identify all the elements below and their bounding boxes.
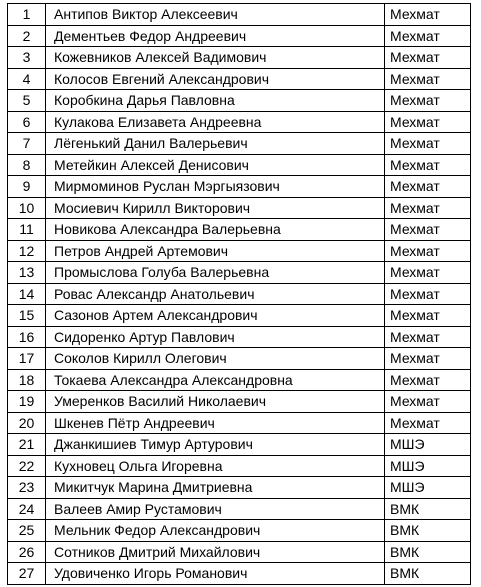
row-number: 25 xyxy=(8,520,46,542)
table-row xyxy=(8,68,471,90)
table-row xyxy=(8,90,471,112)
student-name: Удовиченко Игорь Романович xyxy=(46,563,385,585)
student-name: Дементьев Федор Андреевич xyxy=(46,25,385,47)
student-name: Кожевников Алексей Вадимович xyxy=(46,47,385,69)
row-number: 11 xyxy=(8,219,46,241)
table-row xyxy=(8,348,471,370)
faculty-name: Мехмат xyxy=(385,369,471,391)
student-name: Антипов Виктор Алексеевич xyxy=(46,4,385,26)
row-number: 3 xyxy=(8,47,46,69)
row-number: 24 xyxy=(8,498,46,520)
student-name: Шкенев Пётр Андреевич xyxy=(46,412,385,434)
row-number: 12 xyxy=(8,240,46,262)
table-row xyxy=(8,283,471,305)
table-row xyxy=(8,477,471,499)
faculty-name: Мехмат xyxy=(385,154,471,176)
faculty-name: Мехмат xyxy=(385,305,471,327)
student-name: Джанкишиев Тимур Артурович xyxy=(46,434,385,456)
row-number: 17 xyxy=(8,348,46,370)
students-table xyxy=(7,3,471,585)
student-name: Промыслова Голуба Валерьевна xyxy=(46,262,385,284)
row-number: 9 xyxy=(8,176,46,198)
table-row xyxy=(8,111,471,133)
faculty-name: ВМК xyxy=(385,541,471,563)
table-row xyxy=(8,262,471,284)
row-number: 4 xyxy=(8,68,46,90)
row-number: 27 xyxy=(8,563,46,585)
row-number: 2 xyxy=(8,25,46,47)
student-name: Мельник Федор Александрович xyxy=(46,520,385,542)
row-number: 19 xyxy=(8,391,46,413)
table-row xyxy=(8,219,471,241)
row-number: 1 xyxy=(8,4,46,26)
faculty-name: ВМК xyxy=(385,563,471,585)
table-row xyxy=(8,455,471,477)
row-number: 18 xyxy=(8,369,46,391)
row-number: 20 xyxy=(8,412,46,434)
faculty-name: Мехмат xyxy=(385,391,471,413)
student-name: Сазонов Артем Александрович xyxy=(46,305,385,327)
table-row xyxy=(8,25,471,47)
student-name: Ровас Александр Анатольевич xyxy=(46,283,385,305)
table-row xyxy=(8,541,471,563)
faculty-name: Мехмат xyxy=(385,111,471,133)
table-row xyxy=(8,563,471,585)
student-name: Микитчук Марина Дмитриевна xyxy=(46,477,385,499)
table-row xyxy=(8,326,471,348)
row-number: 22 xyxy=(8,455,46,477)
faculty-name: Мехмат xyxy=(385,176,471,198)
student-name: Мирмоминов Руслан Мэргыязович xyxy=(46,176,385,198)
table-row xyxy=(8,520,471,542)
faculty-name: Мехмат xyxy=(385,4,471,26)
student-name: Токаева Александра Александровна xyxy=(46,369,385,391)
students-table-body xyxy=(8,4,471,585)
faculty-name: ВМК xyxy=(385,498,471,520)
table-row xyxy=(8,4,471,26)
table-row xyxy=(8,154,471,176)
faculty-name: Мехмат xyxy=(385,262,471,284)
student-name: Валеев Амир Рустамович xyxy=(46,498,385,520)
row-number: 10 xyxy=(8,197,46,219)
student-name: Сотников Дмитрий Михайлович xyxy=(46,541,385,563)
faculty-name: МШЭ xyxy=(385,477,471,499)
faculty-name: Мехмат xyxy=(385,348,471,370)
row-number: 15 xyxy=(8,305,46,327)
table-row xyxy=(8,498,471,520)
table-row xyxy=(8,133,471,155)
table-row xyxy=(8,391,471,413)
faculty-name: МШЭ xyxy=(385,434,471,456)
faculty-name: Мехмат xyxy=(385,240,471,262)
faculty-name: Мехмат xyxy=(385,47,471,69)
student-name: Сидоренко Артур Павлович xyxy=(46,326,385,348)
table-row xyxy=(8,305,471,327)
faculty-name: Мехмат xyxy=(385,412,471,434)
row-number: 16 xyxy=(8,326,46,348)
row-number: 14 xyxy=(8,283,46,305)
student-name: Петров Андрей Артемович xyxy=(46,240,385,262)
row-number: 26 xyxy=(8,541,46,563)
faculty-name: Мехмат xyxy=(385,90,471,112)
student-name: Умеренков Василий Николаевич xyxy=(46,391,385,413)
faculty-name: МШЭ xyxy=(385,455,471,477)
table-row xyxy=(8,434,471,456)
faculty-name: Мехмат xyxy=(385,219,471,241)
student-name: Кухновец Ольга Игоревна xyxy=(46,455,385,477)
row-number: 8 xyxy=(8,154,46,176)
student-name: Коробкина Дарья Павловна xyxy=(46,90,385,112)
table-row xyxy=(8,47,471,69)
table-row xyxy=(8,240,471,262)
faculty-name: Мехмат xyxy=(385,25,471,47)
table-row xyxy=(8,197,471,219)
student-name: Мосиевич Кирилл Викторович xyxy=(46,197,385,219)
row-number: 6 xyxy=(8,111,46,133)
student-name: Соколов Кирилл Олегович xyxy=(46,348,385,370)
table-row xyxy=(8,176,471,198)
student-name: Новикова Александра Валерьевна xyxy=(46,219,385,241)
student-name: Колосов Евгений Александрович xyxy=(46,68,385,90)
table-row xyxy=(8,412,471,434)
row-number: 21 xyxy=(8,434,46,456)
faculty-name: Мехмат xyxy=(385,326,471,348)
table-row xyxy=(8,369,471,391)
faculty-name: Мехмат xyxy=(385,133,471,155)
faculty-name: ВМК xyxy=(385,520,471,542)
row-number: 5 xyxy=(8,90,46,112)
row-number: 7 xyxy=(8,133,46,155)
faculty-name: Мехмат xyxy=(385,283,471,305)
student-name: Лёгенький Данил Валерьевич xyxy=(46,133,385,155)
student-name: Кулакова Елизавета Андреевна xyxy=(46,111,385,133)
row-number: 13 xyxy=(8,262,46,284)
row-number: 23 xyxy=(8,477,46,499)
faculty-name: Мехмат xyxy=(385,68,471,90)
student-name: Метейкин Алексей Денисович xyxy=(46,154,385,176)
faculty-name: Мехмат xyxy=(385,197,471,219)
